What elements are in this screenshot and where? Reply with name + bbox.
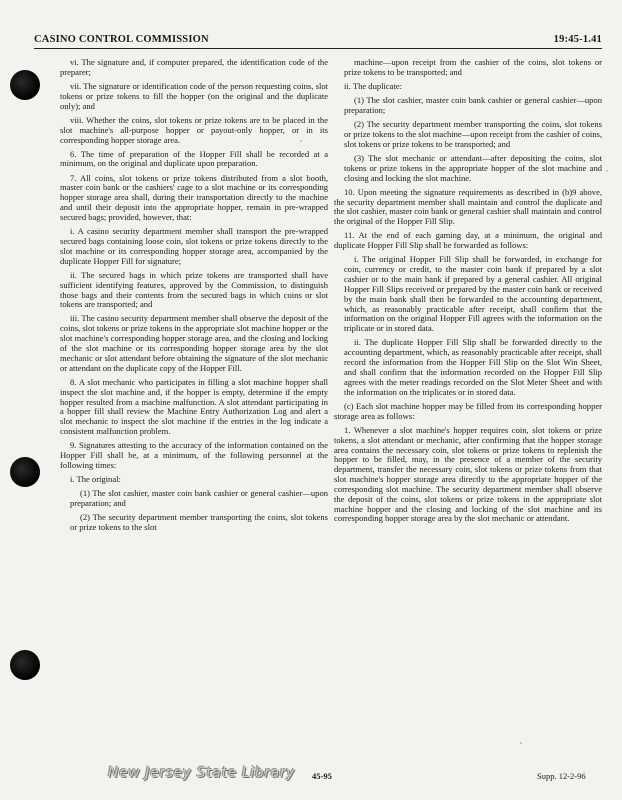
binder-hole-middle [10, 457, 40, 487]
header-title: CASINO CONTROL COMMISSION [34, 34, 209, 45]
running-header [34, 34, 602, 49]
left-column-paragraph: i. The original: [70, 474, 121, 485]
left-column-paragraph: i. A casino security department member shall transport the pre-wrapped secured bags containing loose coin, slot tokens or prize tokens directly to the slot machine or its corresponding hopper storage area, accompanied by the duplicate Hopper Fill for signature; [60, 226, 328, 266]
left-column-paragraph: 7. All coins, slot tokens or prize tokens distributed from a slot booth, master coin bank or the cashiers' cage to a slot machine or its corresponding hopper storage area shall, during their transportation directly to the machine and until their deposit into the appropriate hopper, remain in pre-wrapped secured bags; provided, however, that: [60, 172, 328, 222]
left-column-paragraph: 6. The time of preparation of the Hopper Fill shall be recorded at a minimum, on the original and duplicate upon preparation. [60, 148, 328, 169]
scan-speck [520, 742, 522, 744]
left-column-paragraph: (1) The slot cashier, master coin bank cashier or general cashier—upon preparation; and [70, 488, 328, 509]
right-column-paragraph: i. The original Hopper Fill Slip shall be forwarded, in exchange for coin, currency or credit, to the master coin bank if prepared by a slot cashier or to the main bank if prepared by a general cashier. All original Hopper Fill Slips received or prepared by the master coin bank or received by the main bank shall then be forwarded to the accounting department, which, as reasonably practicable after receipt, shall confirm that the information on the original Hopper Fill agrees with the information on the triplicate or in stored data. [344, 254, 602, 334]
right-column-paragraph: 10. Upon meeting the signature requirements as described in (b)9 above, the security department member shall maintain and control the duplicate and the slot cashier, master coin bank or general cashier shall maintain and control the original of the Hopper Fill Slip. [334, 186, 602, 227]
right-column-paragraph: (c) Each slot machine hopper may be filled from its corresponding hopper storage area as follows: [334, 400, 602, 421]
binder-hole-top [10, 70, 40, 100]
left-column-paragraph: viii. Whether the coins, slot tokens or prize tokens are to be placed in the slot machine's all-purpose hopper or payout-only hopper, or in its corresponding hopper storage area. [60, 114, 328, 145]
right-column-paragraph: 1. Whenever a slot machine's hopper requires coin, slot tokens or prize tokens, a slot attendant or mechanic, after confirming that the hopper storage area contains the necessary coin, slot tokens or prize tokens to replenish the hopper to be filled, may, in the presence of a member of the security department, transfer the necessary coin, slot tokens or prize tokens from that slot machine's hopper storage area directly to the appropriate hopper of the corresponding slot machine. The security department member shall observe the deposit of the coins, slot tokens or prize tokens in the appropriate slot machine hopper and the closing and locking of the slot machine and its corresponding hopper storage area by the slot mechanic or attendant. [334, 424, 602, 524]
binder-hole-bottom [10, 650, 40, 680]
page-footer [0, 765, 622, 790]
header-section-number: 19:45-1.41 [553, 34, 602, 45]
right-column-paragraph: ii. The duplicate: [344, 80, 402, 91]
left-column-paragraph: vii. The signature or identification code of the person requesting coins, slot tokens or prize tokens to fill the hopper (on the original and the duplicate only); and [60, 80, 328, 111]
left-column-paragraph: (2) The security department member transporting the coins, slot tokens or prize tokens to the slot [70, 512, 328, 532]
right-column-paragraph: (1) The slot cashier, master coin bank cashier or general cashier—upon preparation; [344, 95, 602, 115]
left-column-paragraph: vi. The signature and, if computer prepared, the identification code of the preparer; [60, 57, 328, 77]
right-column-paragraph: machine—upon receipt from the cashier of the coins, slot tokens or prize tokens to be transported; and [344, 57, 602, 77]
left-column-paragraph: 9. Signatures attesting to the accuracy of the information contained on the Hopper Fill shall be, at a minimum, of the following personnel at the following times: [60, 440, 328, 470]
left-column-paragraph: 8. A slot mechanic who participates in filling a slot machine hopper shall inspect the slot machine and, if the hopper is empty, determine if the empty hopper resulted from a machine malfunction. A slot attendant participating in a hopper fill shall review the Machine Entry Authorization Log and alert a slot mechanic to inspect the slot machine if the entries in the log indicate a consistent malfunction problem. [60, 376, 328, 437]
right-column [334, 58, 602, 529]
scan-speck [300, 140, 302, 142]
right-column-paragraph: (3) The slot mechanic or attendant—after depositing the coins, slot tokens or prize tokens in the appropriate hopper of the slot machine and closing and locking the slot machine. [344, 152, 602, 183]
left-column-paragraph: iii. The casino security department member shall observe the deposit of the coins, slot tokens or prize tokens in the appropriate slot machine hopper or the slot machine's corresponding hopper storage area, and the closing and locking of the slot machine or its corresponding hopper storage area by the slot mechanic or slot attendant before obtaining the signature of the slot mechanic or attendant on the duplicate copy of the Hopper Fill. [60, 313, 328, 373]
right-column-paragraph: ii. The duplicate Hopper Fill Slip shall be forwarded directly to the accounting department, which, as reasonably practicable after receipt, shall record the information from the Hopper Fill Slip on the Slot Win Sheet, and shall confirm that the information recorded on the Hopper Fill Slip agrees with the meter readings recorded on the Slot Meter Sheet and with the information on the triplicates or in stored data. [344, 337, 602, 397]
library-stamp: New Jersey State Library [108, 765, 295, 781]
scan-speck [606, 170, 608, 172]
right-column-paragraph: 11. At the end of each gaming day, at a minimum, the original and duplicate Hopper Fill Slip shall be forwarded as follows: [334, 230, 602, 251]
left-column-paragraph: ii. The secured bags in which prize tokens are transported shall have sufficient identifying features, approved by the Commission, to distinguish those bags and their contents from the secured bags in which coins or slot tokens are transported; and [60, 269, 328, 310]
left-column [60, 58, 328, 537]
right-column-paragraph: (2) The security department member transporting the coins, slot tokens or prize tokens to the slot machine—upon receipt from the cashier of coins, slot tokens or prize tokens to be transported; and [344, 119, 602, 149]
page-number: 45-95 [312, 771, 332, 781]
supplement-date: Supp. 12-2-96 [537, 771, 586, 781]
